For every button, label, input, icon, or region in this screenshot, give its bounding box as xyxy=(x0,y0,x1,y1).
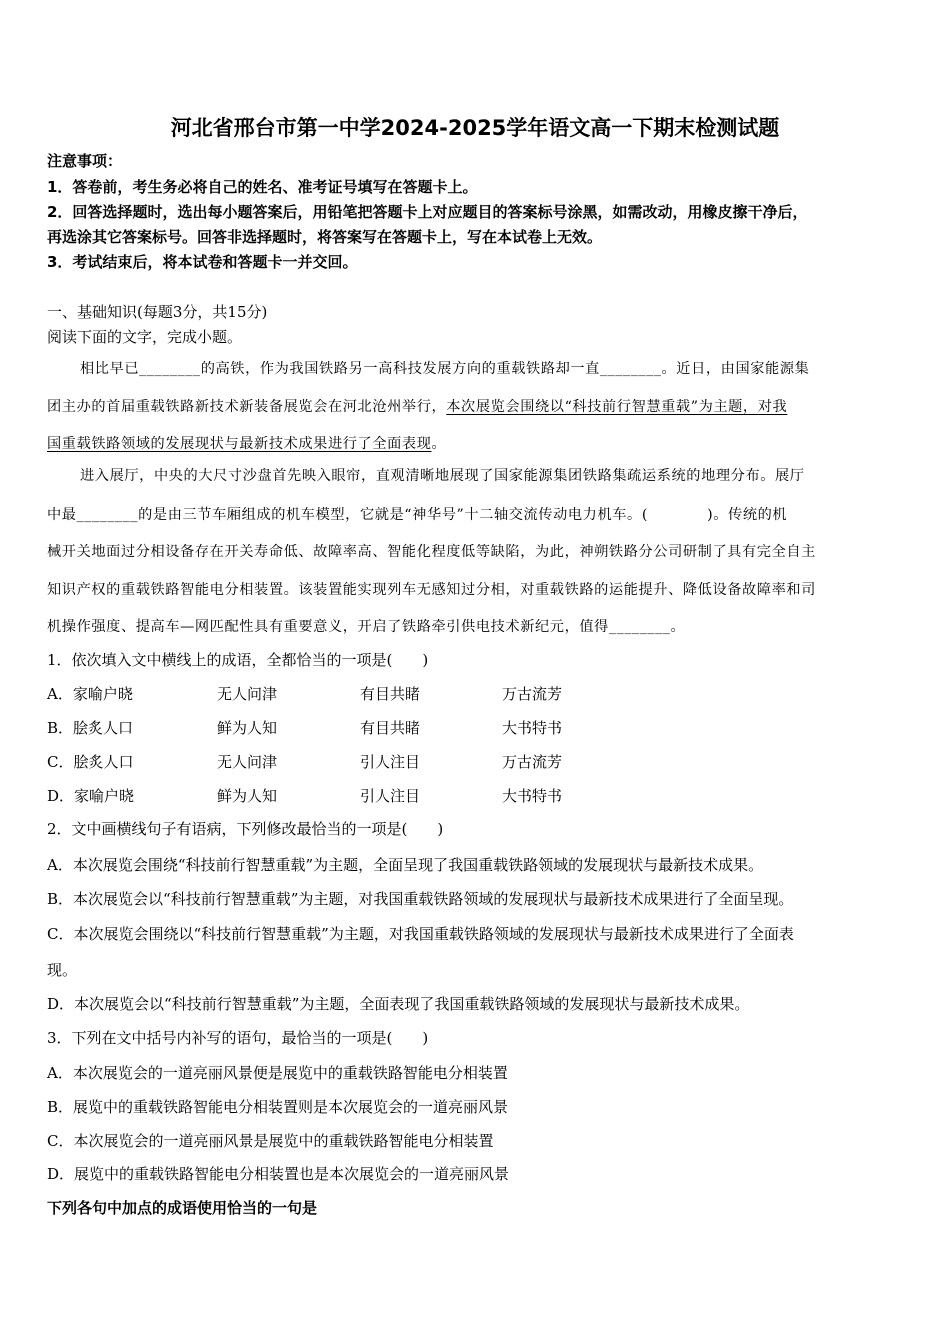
notice-item-1: 1．答卷前，考生务必将自己的姓名、准考证号填写在答题卡上。 xyxy=(47,178,478,196)
next-question-stem: 下列各句中加点的成语使用恰当的一句是 xyxy=(47,1199,318,1217)
q1-option-a-1: A．家喻户晓 xyxy=(47,685,133,703)
q1-option-d-3: 引人注目 xyxy=(360,787,421,805)
q2-option-c-line-1: C．本次展览会围绕以“科技前行智慧重载”为主题，对我国重载铁路领域的发展现状与最新技术成果进行了全面表 xyxy=(47,925,794,943)
q3-option-b: B．展览中的重载铁路智能电分相装置则是本次展览会的一道亮丽风景 xyxy=(47,1098,509,1116)
q2-option-b: B．本次展览会以“科技前行智慧重载”为主题，对我国重载铁路领域的发展现状与最新技术成果进行了全面呈现。 xyxy=(47,890,794,908)
section-instruction: 阅读下面的文字，完成小题。 xyxy=(47,328,243,346)
q2-option-a: A．本次展览会围绕“科技前行智慧重载”为主题，全面呈现了我国重载铁路领域的发展现状与最新技术成果。 xyxy=(47,856,764,874)
q1-option-d-1: D．家喻户晓 xyxy=(47,787,135,805)
page-title: 河北省邢台市第一中学2024-2025学年语文高一下期末检测试题 xyxy=(170,116,780,140)
q1-option-a-2: 无人问津 xyxy=(217,685,278,703)
q1-option-c-2: 无人问津 xyxy=(217,753,278,771)
notice-heading: 注意事项： xyxy=(47,152,123,170)
question-1-stem: 1．依次填入文中横线上的成语，全都恰当的一项是( ) xyxy=(47,651,429,669)
passage-p2-line-3: 械开关地面过分相设备存在开关寿命低、故障率高、智能化程度低等缺陷，为此，神朔铁路分公司研制了具有完全自主 xyxy=(47,544,816,560)
q3-option-c: C．本次展览会的一道亮丽风景是展览中的重载铁路智能电分相装置 xyxy=(47,1132,494,1150)
q1-option-a-4: 万古流芳 xyxy=(502,685,563,703)
passage-p1-line-3 xyxy=(47,434,905,454)
underlined-sentence: 国重载铁路领域的发展现状与最新技术成果进行了全面表现 xyxy=(47,436,432,452)
q2-option-d: D．本次展览会以“科技前行智慧重载”为主题，全面表现了我国重载铁路领域的发展现状与最新技术成果。 xyxy=(47,995,750,1013)
notice-item-2-line-2: 再选涂其它答案标号。回答非选择题时，将答案写在答题卡上，写在本试卷上无效。 xyxy=(47,228,603,246)
section-heading: 一、基础知识(每题3分，共15分) xyxy=(47,303,268,321)
passage-p2-line-4: 知识产权的重载铁路智能电分相装置。该装置能实现列车无感知过分相，对重载铁路的运能提升、降低设备故障率和司 xyxy=(47,582,816,598)
q1-option-d-4: 大书特书 xyxy=(502,787,563,805)
question-2-stem: 2．文中画横线句子有语病，下列修改最恰当的一项是( ) xyxy=(47,820,444,838)
passage-p1-line-1: 相比早已________的高铁，作为我国铁路另一高科技发展方向的重载铁路却一直________。近日，由国家能源集 xyxy=(80,361,810,377)
passage-p2-line-1: 进入展厅，中央的大尺寸沙盘首先映入眼帘，直观清晰地展现了国家能源集团铁路集疏运系统的地理分布。展厅 xyxy=(80,468,805,484)
passage-text: 。 xyxy=(431,436,447,452)
q1-option-b-1: B．脍炙人口 xyxy=(47,719,134,737)
notice-item-2-line-1: 2．回答选择题时，选出每小题答案后，用铅笔把答题卡上对应题目的答案标号涂黑，如需改动，用橡皮擦干净后， xyxy=(47,203,808,221)
q3-option-d: D．展览中的重载铁路智能电分相装置也是本次展览会的一道亮丽风景 xyxy=(47,1165,510,1183)
passage-p2-line-5: 机操作强度、提高车—网匹配性具有重要意义，开启了铁路牵引供电技术新纪元，值得________。 xyxy=(47,619,686,635)
q1-option-a-3: 有目共睹 xyxy=(360,685,421,703)
q1-option-b-4: 大书特书 xyxy=(502,719,563,737)
q1-option-b-2: 鲜为人知 xyxy=(217,719,278,737)
q1-option-c-4: 万古流芳 xyxy=(502,753,563,771)
q1-option-c-1: C．脍炙人口 xyxy=(47,753,134,771)
passage-p2-line-2: 中最________的是由三节车厢组成的机车模型，它就是“神华号”十二轴交流传动电力机车。( )。传统的机 xyxy=(47,507,788,523)
q1-option-c-3: 引人注目 xyxy=(360,753,421,771)
underlined-sentence: 本次展览会围绕以“科技前行智慧重载”为主题，对我 xyxy=(446,399,788,415)
passage-text: 团主办的首届重载铁路新技术新装备展览会在河北沧州举行， xyxy=(47,399,447,415)
question-3-stem: 3．下列在文中括号内补写的语句，最恰当的一项是( ) xyxy=(47,1029,429,1047)
q1-option-d-2: 鲜为人知 xyxy=(217,787,278,805)
passage-p1-line-2 xyxy=(47,397,905,417)
notice-item-3: 3．考试结束后，将本试卷和答题卡一并交回。 xyxy=(47,253,358,271)
q2-option-c-line-2: 现。 xyxy=(47,961,78,979)
q1-option-b-3: 有目共睹 xyxy=(360,719,421,737)
q3-option-a: A．本次展览会的一道亮丽风景便是展览中的重载铁路智能电分相装置 xyxy=(47,1064,508,1082)
